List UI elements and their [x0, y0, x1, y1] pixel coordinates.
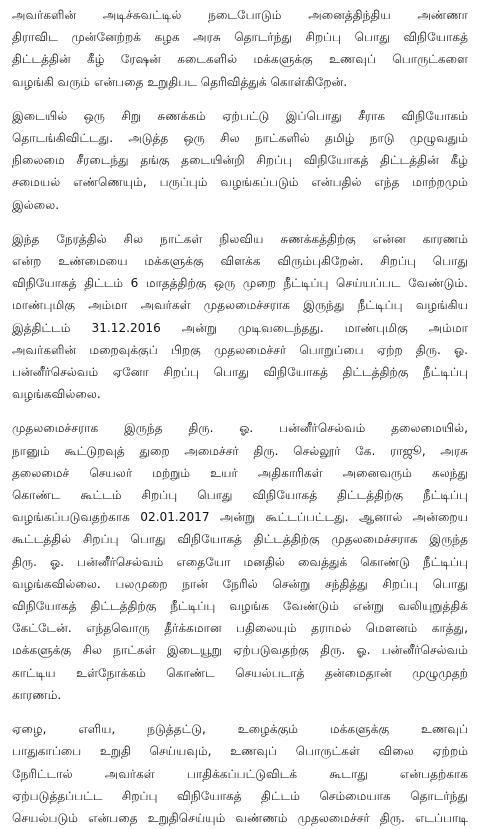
text-line: வழங்கி வரும் என்பதை உறுதிபட தெரிவித்துக் கொள்கிறேன்.: [12, 74, 348, 89]
text-line: தலைமைச் செயலர் மற்றும் உயர் அதிகாரிகள் அனைவரும் கலந்து: [12, 465, 468, 480]
text-line: செயல்படும் என்பதை உறுதிசெய்யும் வண்ணம் முதலமைச்சர் திரு. எடப்பாடி: [12, 810, 468, 825]
text-line: கேட்டேன். எந்தவொரு தீர்க்கமான பதிலையும் தராமல் மௌனம் காத்து,: [12, 621, 468, 636]
paragraph-3: [12, 228, 468, 406]
text-line: இடையில் ஒரு சிறு சுணக்கம் ஏற்பட்டு இப்பொது சீராக விநியோகம்: [12, 108, 468, 123]
text-line: இத்திட்டம் 31.12.2016 அன்று முடிவடைந்தது. மாண்புமிகு அம்மா: [12, 320, 468, 335]
text-line: கூட்டத்தில் சிறப்பு பொது விநியோகத் திட்டத்திற்கு முதலமைச்சராக இருந்த: [12, 532, 468, 547]
text-line: விநியோகத் திட்டம் 6 மாதத்திற்கு ஒரு முறை நீட்டிப்பு செய்யப்பட வேண்டும்.: [12, 276, 468, 291]
paragraph-5: [12, 718, 468, 829]
text-line: வழங்கவில்லை.: [12, 387, 101, 402]
text-line: காட்டிய உள்நோக்கம் கொண்ட செயல்படாத் தன்மைதான் முழுமுதற்: [12, 665, 468, 680]
paragraph-1: [12, 4, 468, 93]
text-line: இல்லை.: [12, 197, 60, 212]
text-line: மக்களுக்கு சில நாட்கள் இடையூறு ஏற்படுவதற்கு திரு. ஓ. பன்னீர்செல்வம்: [12, 643, 468, 658]
text-line: திட்டத்தின் கீழ் ரேஷன் கடைகளில் மக்களுக்கு உணவுப் பொருட்களை: [12, 52, 468, 67]
text-line: அவர்களின் மறைவுக்குப் பிறகு முதலமைச்சர் பொறுப்பை ஏற்ற திரு. ஓ.: [12, 342, 468, 357]
text-line: வழங்கவில்லை. பலமுறை நான் நேரில் சென்று சந்தித்து சிறப்பு பொது: [12, 576, 468, 591]
text-line: முதலமைச்சராக இருந்த திரு. ஓ. பன்னீர்செல்வம் தலைமையில்,: [12, 421, 468, 436]
text-line: பாதுகாப்பை உறுதி செய்யவும், உணவுப் பொருட்கள் விலை ஏற்றம்: [12, 744, 468, 759]
text-line: சமையல் எண்ணெயும், பருப்பும் வழங்கப்படும் என்பதில் எந்த மாற்றமும்: [12, 175, 468, 190]
paragraph-2: [12, 105, 468, 216]
text-line: அவர்களின் அடிச்சுவட்டில் நடைபோடும் அனைத்திந்திய அண்ணா: [12, 8, 468, 22]
text-line: நிலைமை சீரடைந்து தங்கு தடையின்றி சிறப்பு விநியோகத் திட்டத்தின் கீழ்: [12, 153, 468, 168]
text-line: நேரிட்டால் அவர்கள் பாதிக்கப்பட்டுவிடக் கூடாது என்பதற்காக: [12, 766, 468, 781]
text-line: காரணம்.: [12, 687, 62, 702]
text-line: என்ற உண்மையை மக்களுக்கு விளக்க விரும்புகிறேன். சிறப்பு பொது: [12, 254, 468, 269]
text-line: வழங்கப்படுவதற்காக 02.01.2017 அன்று கூட்டப்பட்டது. ஆனால் அன்றைய: [12, 510, 468, 525]
text-line: தொடங்கிவிட்டது. அடுத்த ஒரு சில நாட்களில் தமிழ் நாடு முழுவதும்: [12, 131, 468, 146]
text-line: பன்னீர்செல்வம் ஏனோ சிறப்பு பொது விநியோகத் திட்டத்திற்கு நீட்டிப்பு: [12, 365, 468, 380]
text-line: ஏழை, எளிய, நடுத்தட்டு, உழைக்கும் மக்களுக்கு உணவுப்: [12, 722, 468, 737]
paragraph-4: [12, 417, 468, 706]
text-line: திரு. ஓ. பன்னீர்செல்வம் எதையோ மனதில் வைத்துக் கொண்டு நீட்டிப்பு: [12, 554, 468, 569]
text-line: கொண்ட கூட்டம் சிறப்பு பொது விநியோகத் திட்டத்திற்கு நீட்டிப்பு: [12, 488, 468, 503]
text-line: ஏற்படுத்தப்பட்ட சிறப்பு விநியோகத் திட்டம் செம்மையாக தொடர்ந்து: [12, 788, 468, 803]
text-line: திராவிட முன்னேற்றக் கழக அரசு தொடர்ந்து சிறப்பு பொது விநியோகத்: [12, 30, 468, 45]
text-line: நானும் கூட்டுறவுத் துறை அமைச்சர் திரு. செல்லூர் கே. ராஜூ, அரசு: [12, 443, 468, 458]
text-line: இந்த நேரத்தில் சில நாட்கள் நிலவிய சுணக்கத்திற்கு என்ன காரணம்: [12, 231, 468, 246]
text-line: விநியோகத் திட்டத்திற்கு நீட்டிப்பு வழங்க வேண்டும் என்று வலியுறுத்திக்: [12, 599, 468, 614]
text-line: மாண்புமிகு அம்மா அவர்கள் முதலமைச்சராக இருந்து நீட்டிப்பு வழங்கிய: [12, 298, 468, 313]
